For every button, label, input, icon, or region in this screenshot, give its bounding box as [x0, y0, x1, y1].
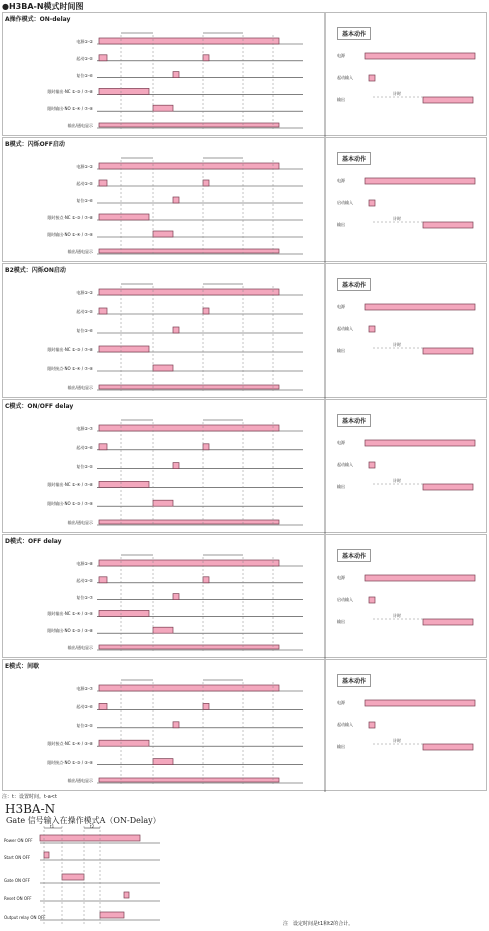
basic-signal-label: 输出 [337, 222, 345, 227]
signal-label: 限时输出·NC ①-③ / ⑦-⑧ [47, 89, 93, 95]
signal-label: 复位①-⑦ [76, 594, 93, 600]
mode-title: D模式：OFF delay [5, 538, 62, 545]
timer-label: 计时 [393, 738, 401, 743]
signal-label: 限时输出·NC ①-④ / ③-⑨ [47, 611, 93, 617]
signal-label: 限时接点·NO ①-④ / ⑦-⑨ [47, 366, 93, 371]
basic-signal-label: 输出 [337, 484, 345, 489]
signal-label: 限时输出·NC ①-③ / ⑦-⑧ [47, 347, 93, 352]
basic-signal-label: 起动输入 [337, 75, 353, 80]
mode-title: E模式：间歇 [5, 663, 40, 670]
signal-label: 输出/通电显示 [67, 520, 93, 525]
basic-action-title: 基本动作 [337, 278, 371, 291]
basic-signal-label: 电源 [337, 304, 345, 309]
basic-action-title: 基本动作 [337, 27, 371, 40]
gate-output-pulse [100, 912, 124, 918]
basic-signal-label: 输出 [337, 744, 345, 749]
signal-label: 限时接点·NO ①-③ / ③-⑨ [47, 759, 93, 765]
timer-label: 计时 [393, 91, 401, 96]
signal-label: 输出/通电显示 [67, 778, 93, 783]
footnote: 注：t：设置时间。t-a<t [2, 794, 57, 800]
basic-signal-label: 起动输入 [337, 326, 353, 331]
gate-signal-label: Power ON OFF [4, 838, 33, 843]
signal-label: 起动②-⑥ [76, 704, 93, 710]
signal-label: 起动①-⑤ [76, 577, 93, 583]
timer-label: 计时 [393, 342, 401, 347]
timer-label: 计时 [393, 478, 401, 483]
signal-label: 复位②-⑤ [76, 463, 93, 469]
basic-signal-label: 输出 [337, 348, 345, 353]
signal-label: 起动①-⑤ [76, 309, 93, 314]
mode-title: A操作模式：ON-delay [5, 16, 71, 23]
mode-title: B模式：闪烁OFF启动 [5, 141, 65, 148]
timer-label: 计时 [393, 216, 401, 221]
h3ba-title: H3BA-N [5, 802, 56, 816]
gate-reset-pulse [124, 892, 129, 898]
signal-label: 电源①-② [76, 39, 93, 44]
signal-label: 复位①-⑥ [76, 198, 93, 203]
basic-signal-label: 电源 [337, 575, 345, 580]
gate-signal-label: Start ON OFF [4, 855, 31, 860]
gate-gate-pulse [62, 874, 84, 880]
basic-signal-label: 电源 [337, 700, 345, 705]
signal-label: 复位①-⑥ [76, 328, 93, 333]
signal-label: 限时输出·NO ①-④ / ⑦-⑨ [47, 106, 93, 112]
mode-title: C模式：ON/OFF delay [5, 403, 74, 410]
basic-signal-label: 电源 [337, 53, 345, 58]
gate-signal-label: Reset ON OFF [4, 896, 32, 901]
signal-label: 起动①-⑤ [76, 181, 93, 186]
basic-signal-label: 输出 [337, 97, 345, 102]
signal-label: 电源①-② [76, 290, 93, 295]
gate-signal-label: Gate ON OFF [4, 878, 31, 883]
basic-action-title: 基本动作 [337, 674, 371, 687]
signal-label: 输出/通电显示 [67, 645, 93, 650]
signal-label: 起动①-⑤ [76, 55, 93, 61]
signal-label: 限时输出·NO ①-③ / ③-⑧ [47, 628, 93, 634]
basic-signal-label: 启动输入 [337, 597, 353, 602]
gate-note: 注 设定时间是t1和t2的合计。 [283, 921, 354, 927]
signal-label: 输出/通电显示 [67, 385, 93, 390]
signal-label: 限时输出·NO ①-④ / ⑦-⑨ [47, 232, 93, 237]
basic-signal-label: 起动输入 [337, 722, 353, 727]
gate-start-pulse [44, 852, 49, 858]
signal-label: 限时输出·NO ①-③ / ⑦-⑨ [47, 501, 93, 507]
signal-label: 限时输出·NC ①-④ / ⑦-⑧ [47, 482, 93, 488]
basic-signal-label: 输出 [337, 619, 345, 624]
basic-signal-label: 电源 [337, 178, 345, 183]
gate-title: Gate 信号输入在操作模式A（ON-Delay） [6, 816, 161, 825]
signal-label: 输出/通电显示 [67, 123, 93, 128]
signal-label: 复位②-⑤ [76, 722, 93, 728]
basic-action-title: 基本动作 [337, 414, 371, 427]
signal-label: 电源①-⑧ [76, 561, 93, 566]
timer-label: 计时 [393, 613, 401, 618]
signal-label: 电源①-② [76, 164, 93, 169]
signal-label: 电源②-⑦ [76, 426, 93, 431]
gate-power-pulse [40, 835, 140, 841]
gate-t-label: t2 [90, 824, 95, 829]
signal-label: 电源②-⑦ [76, 686, 93, 691]
signal-label: 起动②-⑥ [76, 444, 93, 450]
signal-label: 限时接点·NC ①-③ / ⑦-⑧ [47, 215, 93, 220]
gate-t-label: t1 [50, 824, 55, 829]
basic-action-title: 基本动作 [337, 549, 371, 562]
signal-label: 限时接点·NC ①-④ / ③-⑧ [47, 741, 93, 747]
basic-signal-label: 启动输入 [337, 200, 353, 205]
signal-label: 复位①-⑥ [76, 72, 93, 78]
basic-action-title: 基本动作 [337, 152, 371, 165]
gate-signal-label: Output relay ON OFF [4, 915, 46, 920]
page-title: ●H3BA-N模式时间图 [2, 2, 84, 11]
basic-signal-label: 起动输入 [337, 462, 353, 467]
mode-title: B2模式：闪烁ON启动 [5, 267, 66, 274]
basic-signal-label: 电源 [337, 440, 345, 445]
signal-label: 输出/通电显示 [67, 249, 93, 254]
